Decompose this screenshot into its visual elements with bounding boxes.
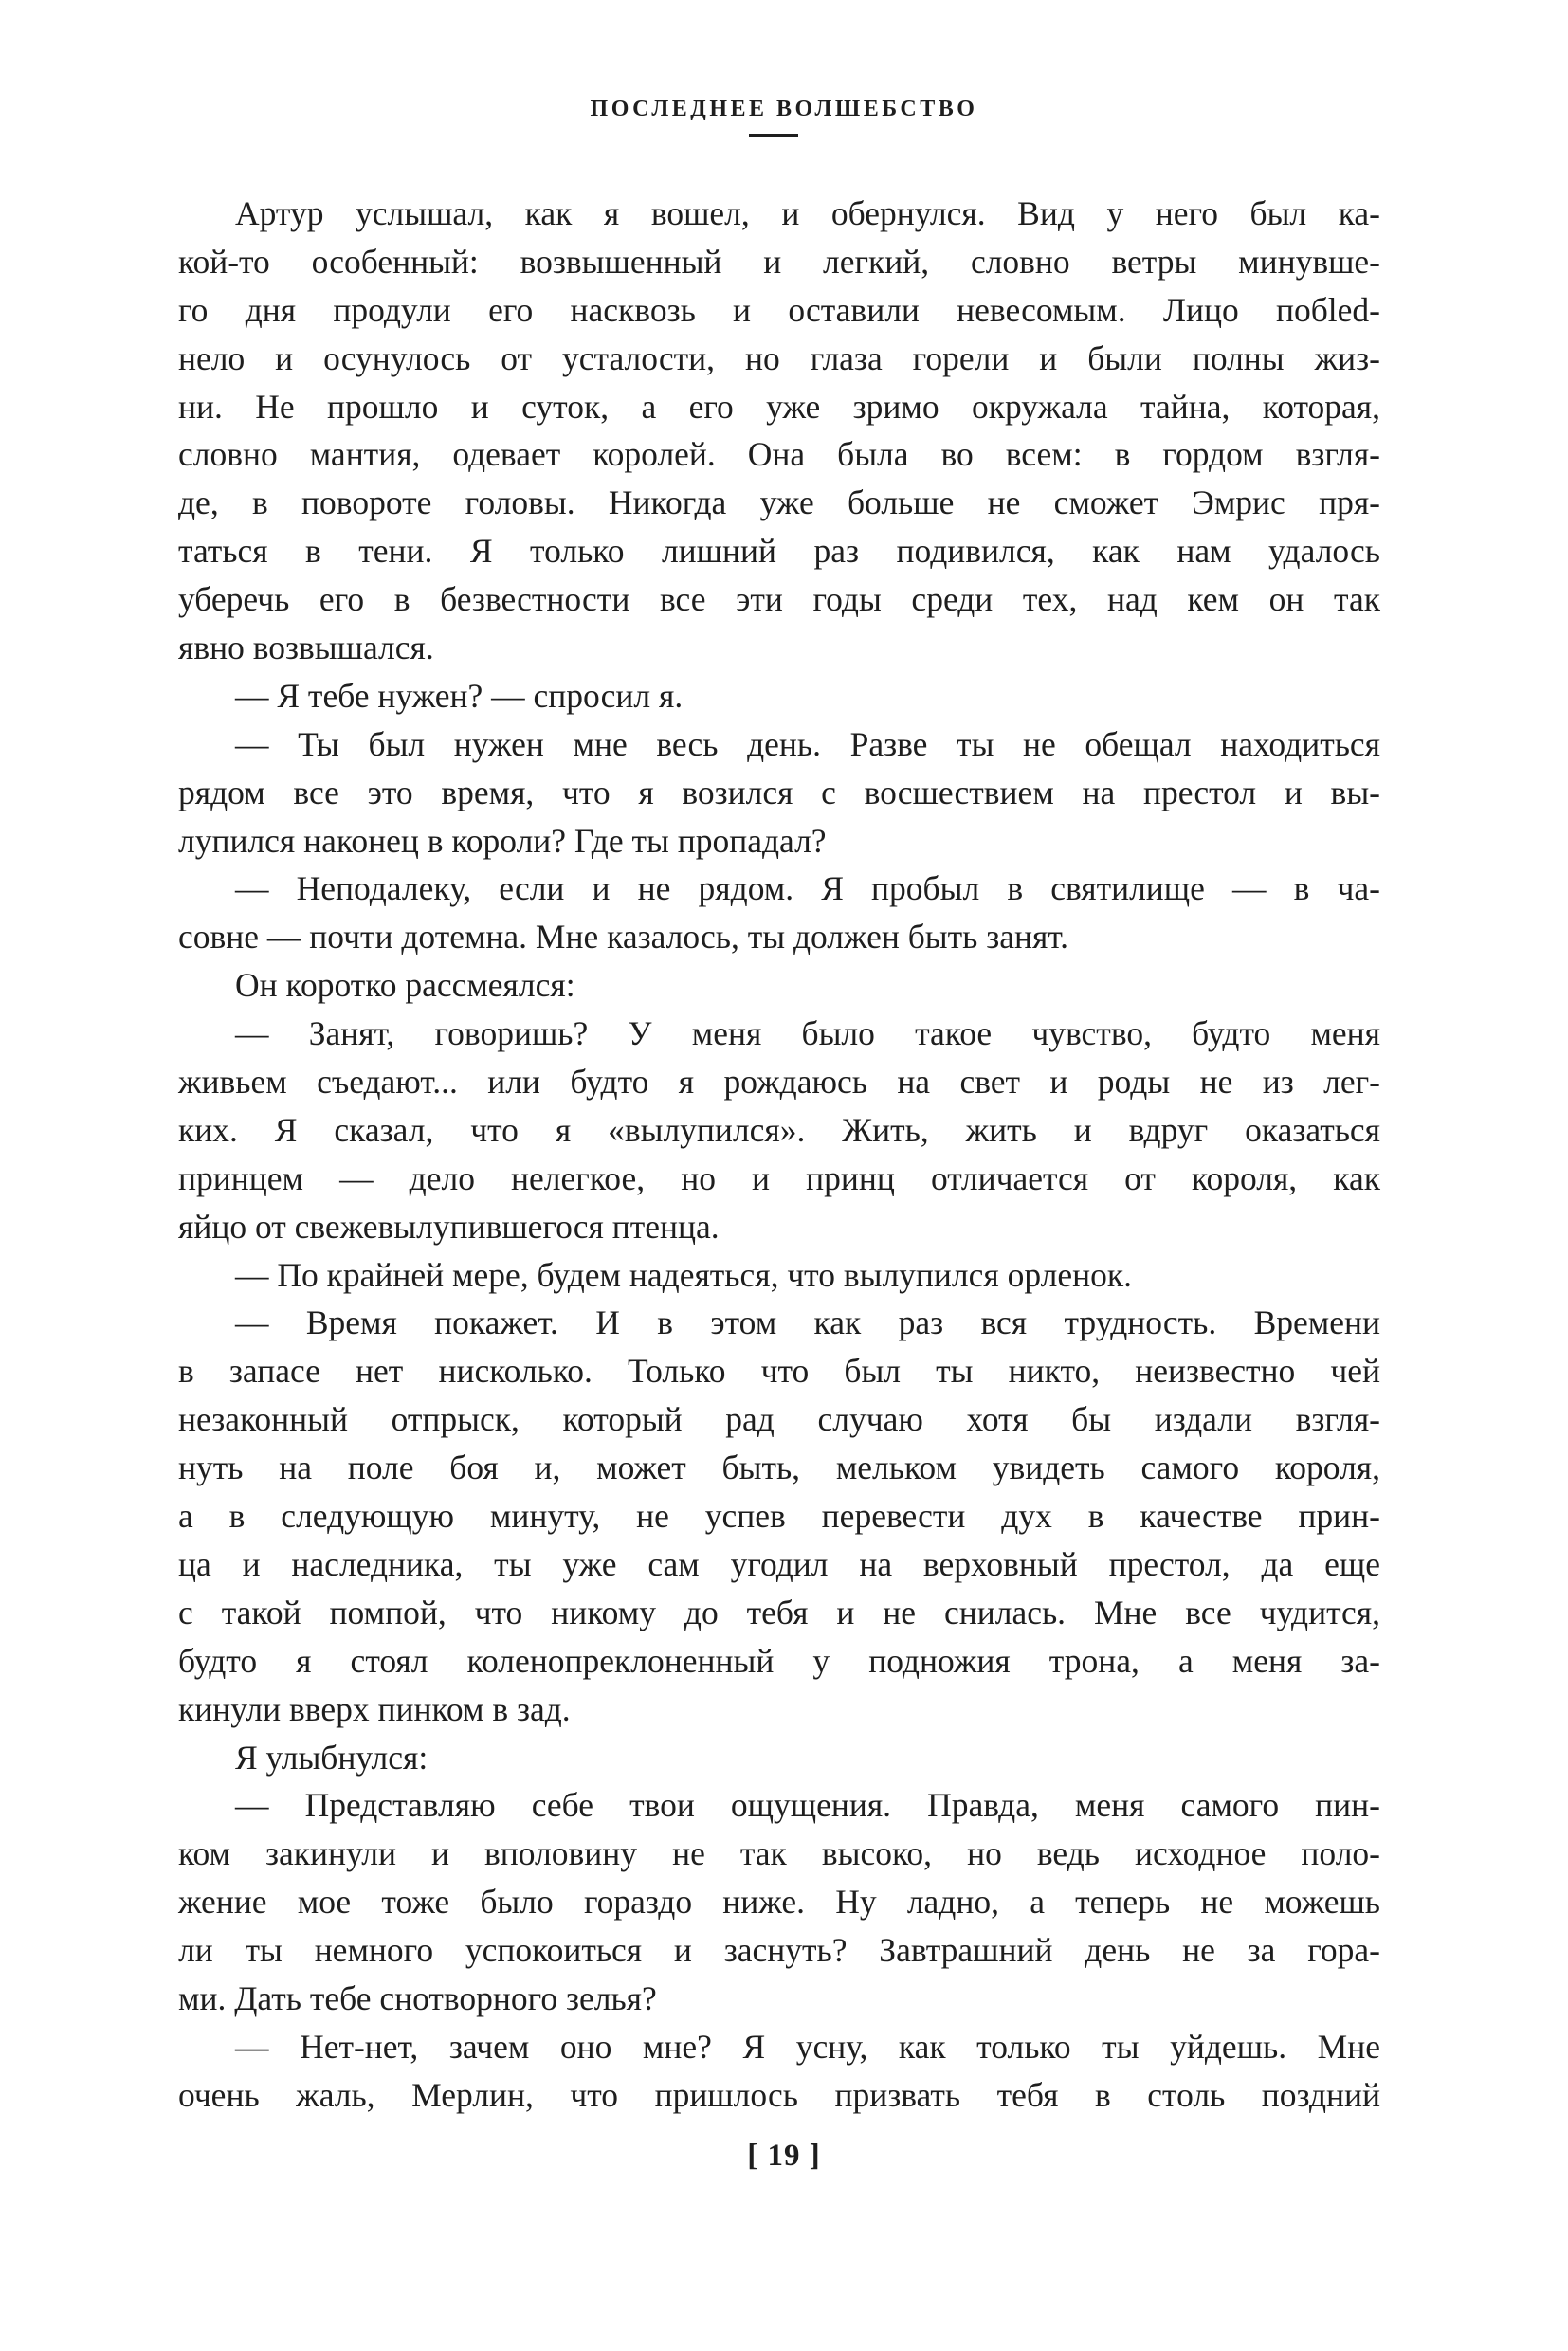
text-line: ми. Дать тебе снотворного зелья? [178,1978,657,2017]
text-line: кой-то особенный: возвышенный и легкий, словно ветры минувше- [178,242,1380,281]
text-line: а в следующую минуту, не успев перевести дух в качестве прин- [178,1497,1380,1536]
text-line: ком закинули и вполовину не так высоко, но ведь исходное поло- [178,1834,1380,1873]
text-line: с такой помпой, что никому до тебя и не снилась. Мне все чудится, [178,1593,1380,1631]
text-line: лупился наконец в короли? Где ты пропадал? [178,821,827,860]
text-line: ца и наследника, ты уже сам угодил на верховный престол, да еще [178,1544,1380,1583]
text-line: ни. Не прошло и суток, а его уже зримо окружала тайна, которая, [178,387,1380,426]
text-line: рядом все это время, что я возился с восшествием на престол и вы- [178,773,1380,811]
text-line: ли ты немного успокоиться и заснуть? Завтрашний день не за гора- [178,1931,1380,1970]
text-line: — Неподалеку, если и не рядом. Я пробыл в святилище — в ча- [235,869,1380,908]
text-line: — Нет-нет, зачем оно мне? Я усну, как только ты уйдешь. Мне [235,2027,1380,2066]
text-line: живьем съедают... или будто я рождаюсь на свет и роды не из лег- [178,1063,1380,1102]
text-line: го дня продули его насквозь и оставили невесомым. Лицо побled- [178,290,1380,329]
text-line: незаконный отпрыск, который рад случаю хотя бы издали взгля- [178,1400,1380,1439]
text-line: жение мое тоже было гораздо ниже. Ну ладно, а теперь не можешь [178,1883,1380,1922]
header-rule [749,134,798,137]
text-line: кинули вверх пинком в зад. [178,1689,571,1728]
text-line: — Время покажет. И в этом как раз вся трудность. Времени [235,1303,1380,1342]
page-number: [ 19 ] [747,2139,821,2173]
text-line: Я улыбнулся: [235,1738,428,1777]
text-line: таться в тени. Я только лишний раз подивился, как нам удалось [178,532,1380,571]
text-line: очень жаль, Мерлин, что пришлось призвать тебя в столь поздний [178,2075,1380,2114]
text-line: — По крайней мере, будем надеяться, что вылупился орленок. [235,1255,1132,1294]
text-line: явно возвышался. [178,629,434,667]
text-line: — Ты был нужен мне весь день. Разве ты не обещал находиться [235,724,1380,763]
running-title: ПОСЛЕДНЕЕ ВОЛШЕБСТВО [590,97,978,121]
text-line: принцем — дело нелегкое, но и принц отличается от короля, как [178,1158,1380,1197]
text-line: — Я тебе нужен? — спросил я. [235,676,684,715]
text-line: — Занят, говоришь? У меня было такое чувство, будто меня [235,1014,1380,1053]
text-line: словно мантия, одевает королей. Она была во всем: в гордом взгля- [178,435,1380,474]
text-line: Он коротко рассмеялся: [235,966,575,1005]
text-line: — Представляю себе твои ощущения. Правда, меня самого пин- [235,1786,1380,1825]
body-text [178,190,1380,2120]
text-line: ких. Я сказал, что я «вылупился». Жить, жить и вдруг оказаться [178,1110,1380,1149]
text-line: будто я стоял коленопреклоненный у подножия трона, а меня за- [178,1641,1380,1680]
text-line: Артур услышал, как я вошел, и обернулся. Вид у него был ка- [235,194,1380,232]
text-line: нело и осунулось от усталости, но глаза горели и были полны жиз- [178,338,1380,377]
text-line: уберечь его в безвестности все эти годы среди тех, над кем он так [178,580,1380,619]
text-line: нуть на поле боя и, может быть, мельком увидеть самого короля, [178,1449,1380,1487]
text-line: яйцо от свежевылупившегося птенца. [178,1207,720,1246]
text-line: де, в повороте головы. Никогда уже больше не сможет Эмрис пря- [178,483,1380,522]
text-line: совне — почти дотемна. Мне казалось, ты должен быть занят. [178,918,1069,957]
text-line: в запасе нет нисколько. Только что был ты никто, неизвестно чей [178,1352,1380,1391]
